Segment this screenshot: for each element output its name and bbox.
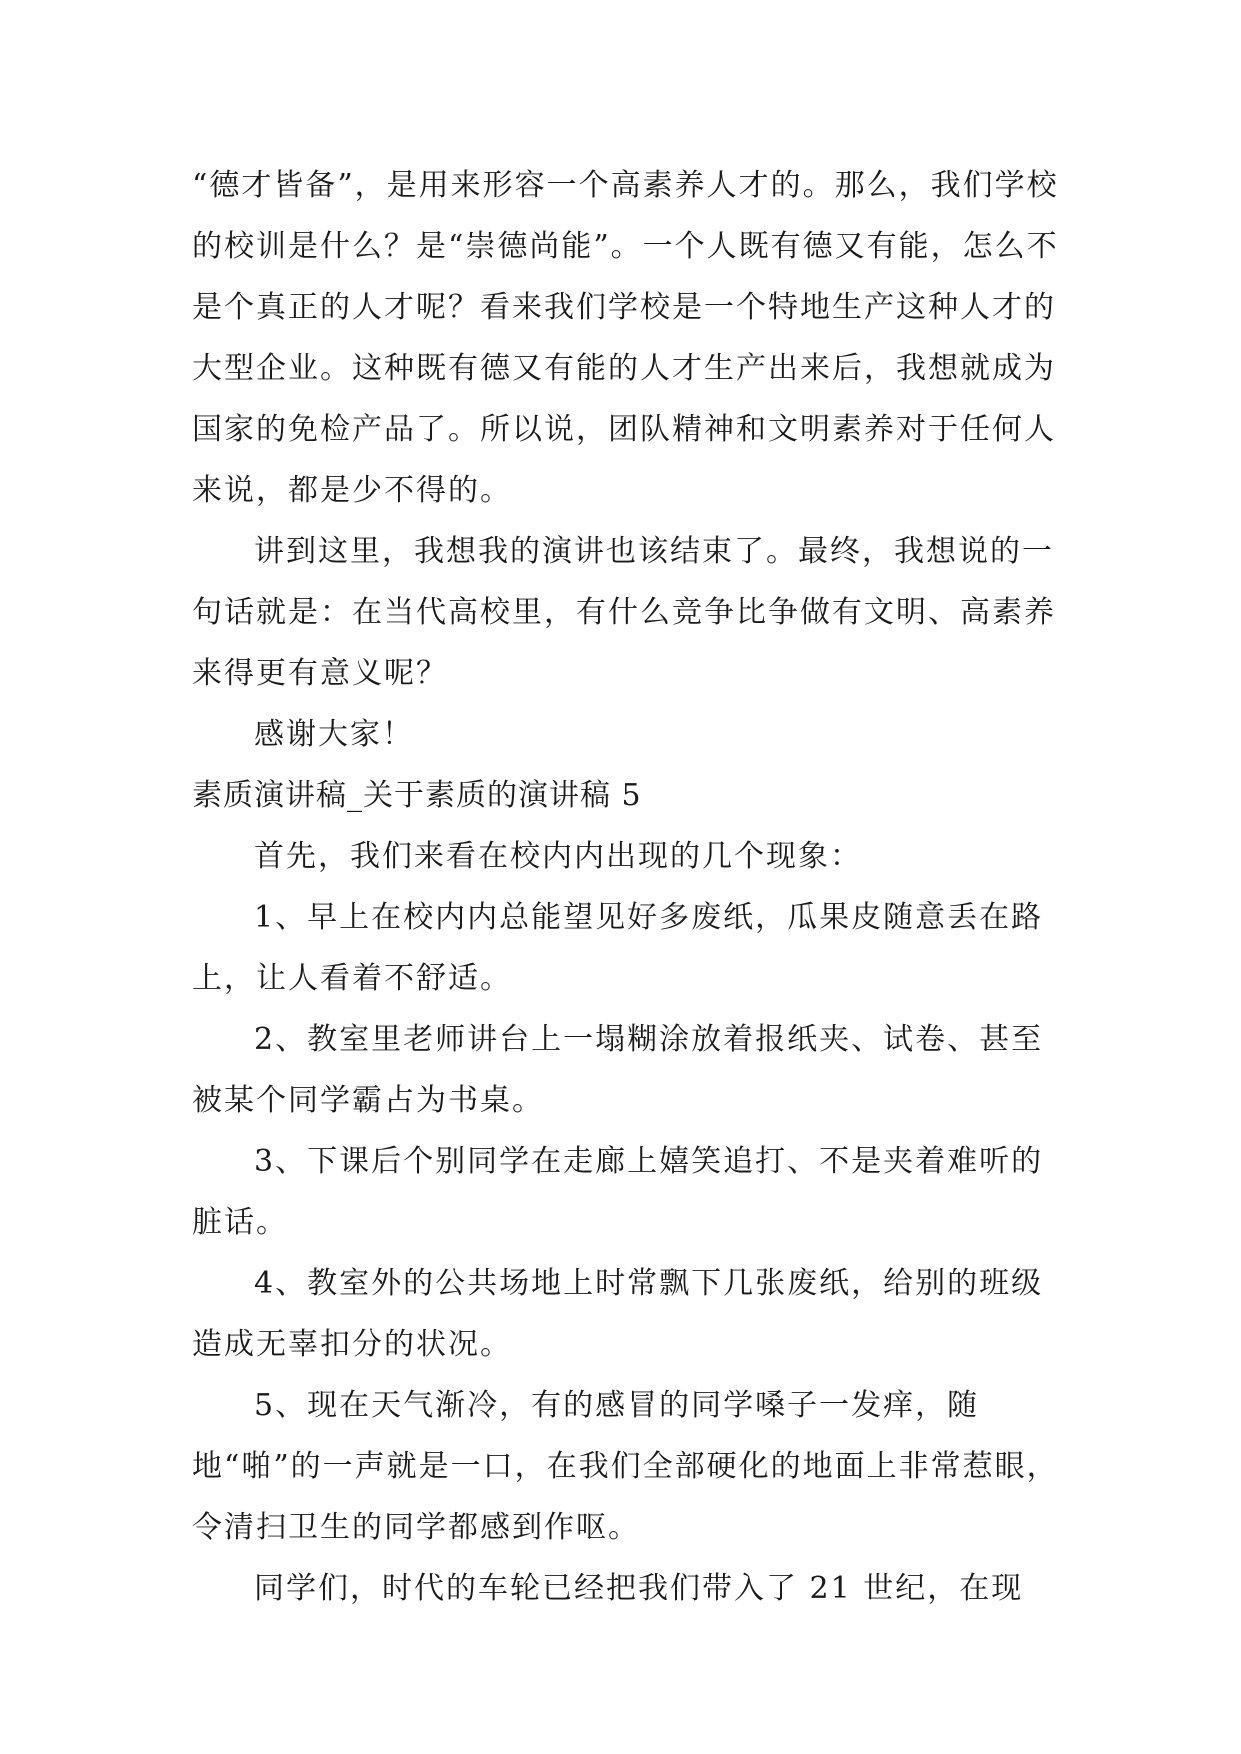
list-item-3: 3、下课后个别同学在走廊上嬉笑追打、不是夹着难听的脏话。 [192, 1144, 1044, 1240]
list-item-2: 2、教室里老师讲台上一塌糊涂放着报纸夹、试卷、甚至被某个同学霸占为书桌。 [192, 1022, 1044, 1118]
list-item-4: 4、教室外的公共场地上时常飘下几张废纸，给别的班级造成无辜扣分的状况。 [192, 1266, 1044, 1362]
section-heading: 素质演讲稿_关于素质的演讲稿 5 [192, 778, 642, 813]
paragraph-thanks: 感谢大家！ [254, 717, 414, 752]
paragraph-opening: 首先，我们来看在校内内出现的几个现象： [254, 839, 862, 874]
paragraph-intro-continuation: “德才皆备”，是用来形容一个高素养人才的。那么，我们学校的校训是什么？是“崇德尚能”。一个人既有德又有能，怎么不是个真正的人才呢？看来我们学校是一个特地生产这种人才的大型企业。这种既有德又有能的人才生产出来后，我想就成为国家的免检产品了。所以说，团队精神和文明素养对于任何人来说，都是少不得的。 [192, 168, 1059, 508]
paragraph-conclusion: 讲到这里，我想我的演讲也该结束了。最终，我想说的一句话就是：在当代高校里，有什么竞争比争做有文明、高素养来得更有意义呢？ [192, 534, 1056, 691]
paragraph-closing-start: 同学们，时代的车轮已经把我们带入了 21 世纪，在现 [254, 1571, 1024, 1606]
document-body [192, 155, 1062, 1619]
list-item-5: 5、现在天气渐冷，有的感冒的同学嗓子一发痒，随地“啪”的一声就是一口，在我们全部硬化的地面上非常惹眼，令清扫卫生的同学都感到作呕。 [192, 1388, 1059, 1545]
list-item-1: 1、早上在校内内总能望见好多废纸，瓜果皮随意丢在路上，让人看着不舒适。 [192, 900, 1044, 996]
